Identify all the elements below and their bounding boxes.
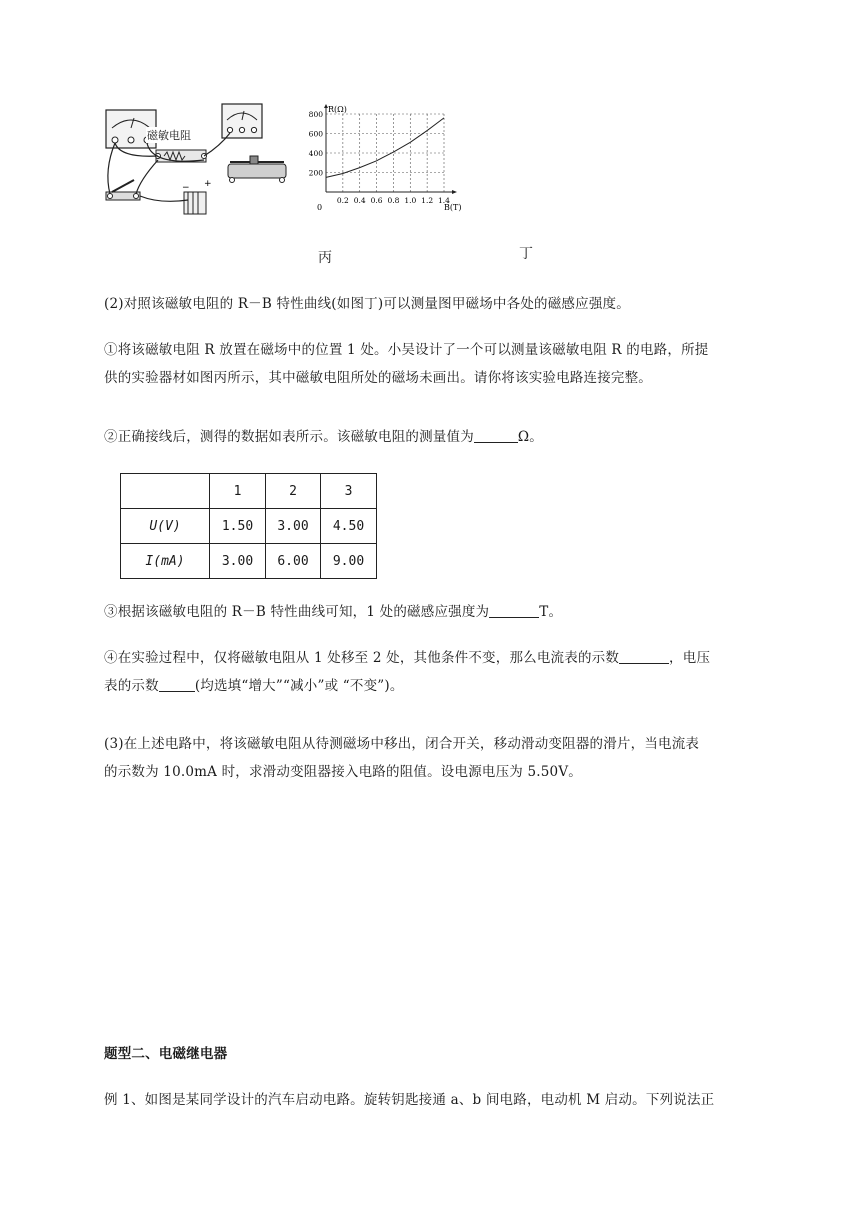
table-cell: 9.00 — [321, 544, 377, 579]
x-tick-label: 0.2 — [336, 196, 349, 205]
y-axis-label: R(Ω) — [328, 105, 347, 114]
origin-label: 0 — [317, 203, 323, 212]
table-cell: 3.00 — [266, 509, 321, 544]
section-heading: 题型二、电磁继电器 — [104, 1046, 228, 1062]
table-cell: 1 — [210, 474, 266, 509]
table-cell: I(mA) — [121, 544, 210, 579]
x-tick-label: 0.6 — [370, 196, 383, 205]
answer-blank-voltmeter[interactable] — [159, 677, 195, 692]
table-cell: 4.50 — [321, 509, 377, 544]
question-2-text: ②正确接线后，测得的数据如表所示。该磁敏电阻的测量值为 — [104, 429, 474, 445]
circuit-figure — [100, 100, 300, 220]
svg-text:+: + — [204, 179, 212, 189]
table-cell: 1.50 — [210, 509, 266, 544]
part2-intro: (2)对照该磁敏电阻的 R－B 特性曲线(如图丁)可以测量图甲磁场中各处的磁感应强度。 — [104, 296, 630, 312]
table-cell: 3.00 — [210, 544, 266, 579]
y-tick-label: 600 — [308, 129, 323, 139]
x-tick-label: 1.2 — [421, 196, 434, 205]
x-tick-label: 0.4 — [353, 196, 366, 205]
table-cell: U(V) — [121, 509, 210, 544]
measurement-table — [120, 473, 377, 579]
table-row — [121, 544, 377, 579]
question-4-text-mid: ，电压 — [669, 650, 711, 666]
question-2-unit: Ω。 — [517, 429, 543, 445]
table-row — [121, 509, 377, 544]
y-tick-label: 400 — [308, 149, 323, 158]
question-3-text: ③根据该磁敏电阻的 R－B 特性曲线可知，1 处的磁感应强度为 — [104, 604, 490, 620]
x-axis-label: B(T) — [444, 203, 462, 212]
example-1: 例 1、如图是某同学设计的汽车启动电路。旋转钥匙接通 a、b 间电路，电动机 M 启动。下列说法正 — [104, 1092, 715, 1108]
y-tick-label: 200 — [308, 168, 323, 178]
magnetoresistor-label: 磁敏电阻 — [147, 129, 191, 142]
table-header-row — [121, 474, 377, 509]
question-2 — [104, 425, 764, 449]
question-1-line1: ①将该磁敏电阻 R 放置在磁场中的位置 1 处。小吴设计了一个可以测量该磁敏电阻 R 的电路，所提 — [104, 342, 709, 358]
answer-blank-field[interactable] — [489, 603, 539, 618]
question-4-hint: (均选填“增大”“减小”或 “不变”)。 — [194, 678, 404, 694]
part3-line1: (3)在上述电路中，将该磁敏电阻从待测磁场中移出，闭合开关，移动滑动变阻器的滑片，当电流表 — [104, 736, 700, 752]
question-3 — [104, 600, 764, 624]
table-cell: 2 — [266, 474, 321, 509]
rb-curve-chart — [304, 104, 464, 218]
y-tick-label: 800 — [308, 110, 323, 119]
caption-bing: 丙 — [318, 250, 332, 266]
question-1-line2: 供的实验器材如图丙所示，其中磁敏电阻所处的磁场未画出。请你将该实验电路连接完整。 — [104, 370, 652, 386]
question-3-unit: T。 — [539, 604, 563, 620]
part3 — [104, 732, 764, 784]
question-4-text-2: 表的示数 — [104, 678, 159, 694]
table-cell: 3 — [321, 474, 377, 509]
answer-blank-resistance[interactable] — [474, 428, 518, 443]
question-4-text: ④在实验过程中，仅将磁敏电阻从 1 处移至 2 处，其他条件不变，那么电流表的示数 — [104, 650, 620, 666]
x-tick-label: 0.8 — [387, 196, 400, 205]
answer-blank-ammeter[interactable] — [619, 649, 669, 664]
part3-line2: 的示数为 10.0mA 时，求滑动变阻器接入电路的阻值。设电源电压为 5.50V。 — [104, 764, 582, 780]
x-tick-label: 1.0 — [404, 196, 417, 205]
caption-ding: 丁 — [519, 246, 533, 262]
question-1 — [104, 338, 764, 390]
question-4 — [104, 646, 764, 698]
table-cell: 6.00 — [266, 544, 321, 579]
rb-curve-line — [326, 118, 444, 177]
svg-text:−: − — [182, 183, 190, 193]
x-tick-label: 1.4 — [438, 196, 450, 205]
table-cell — [121, 474, 210, 509]
